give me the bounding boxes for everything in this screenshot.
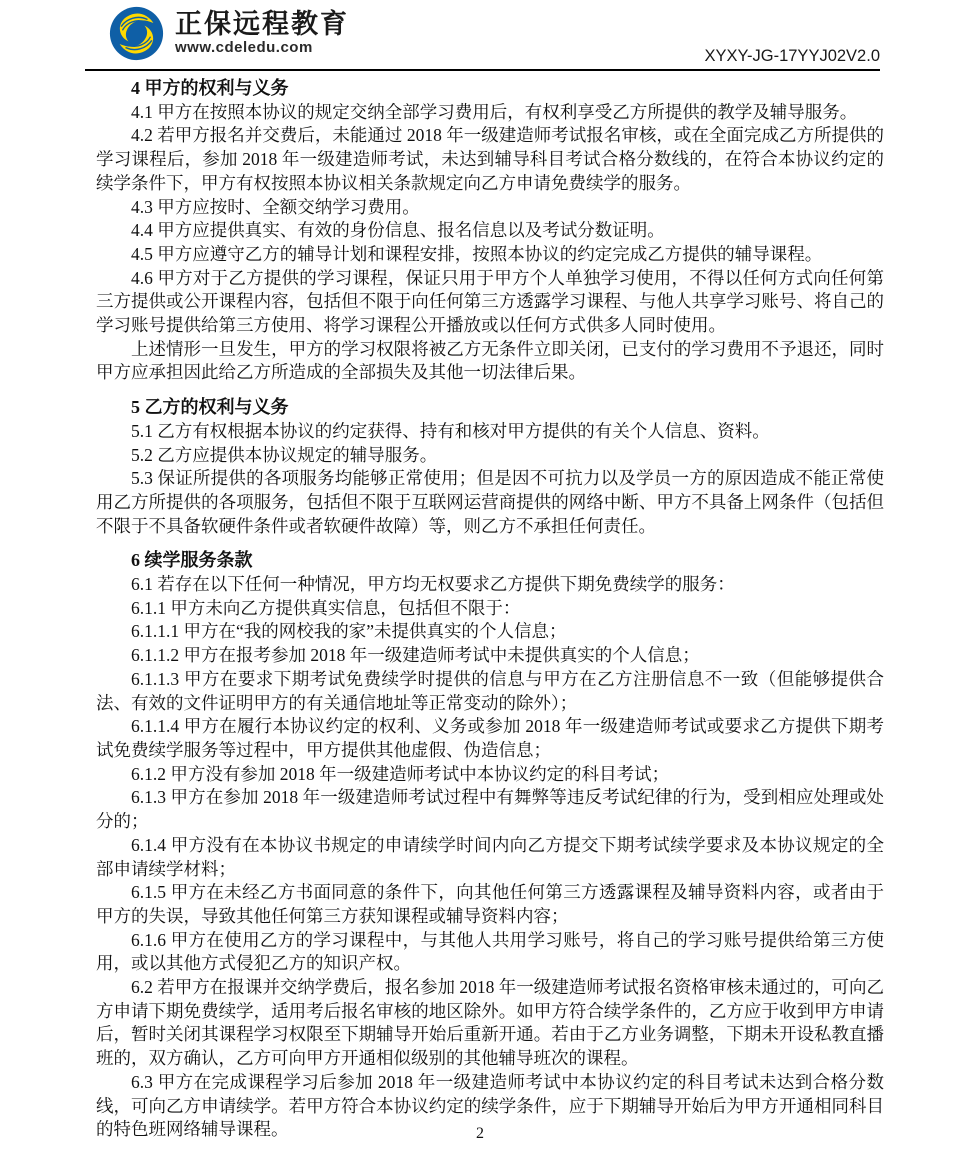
- clause-4-5: 4.5 甲方应遵守乙方的辅导计划和课程安排，按照本协议的约定完成乙方提供的辅导课程。: [131, 243, 823, 264]
- clause-6-1-3: 6.1.3 甲方在参加 2018 年一级建造师考试过程中有舞弊等违反考试纪律的行为，受到相应处理或处分的；: [96, 787, 884, 832]
- page-header: [0, 0, 960, 71]
- clause-6-1-1: 6.1.1 甲方未向乙方提供真实信息，包括但不限于：: [131, 597, 521, 618]
- clause-4-4: 4.4 甲方应提供真实、有效的身份信息、报名信息以及考试分数证明。: [131, 220, 665, 241]
- logo: [109, 6, 349, 61]
- clause-6-1-4: 6.1.4 甲方没有在本协议书规定的申请续学时间内向乙方提交下期考试续学要求及本协议规定的全部申请续学材料；: [96, 834, 884, 879]
- section-4-heading: 4 甲方的权利与义务: [131, 78, 289, 98]
- clause-4-6-note: 上述情形一旦发生，甲方的学习权限将被乙方无条件立即关闭，已支付的学习费用不予退还，同时甲方应承担因此给乙方所造成的全部损失及其他一切法律后果。: [96, 338, 884, 383]
- page-footer: [0, 1125, 960, 1143]
- clause-5-1: 5.1 乙方有权根据本协议的约定获得、持有和核对甲方提供的有关个人信息、资料。: [131, 420, 770, 441]
- clause-4-3: 4.3 甲方应按时、全额交纳学习费用。: [131, 196, 420, 217]
- page-number: 2: [476, 1125, 484, 1142]
- clause-6-2: 6.2 若甲方在报课并交纳学费后，报名参加 2018 年一级建造师考试报名资格审核未通过的，可向乙方申请下期免费续学，适用考后报名审核的地区除外。如甲方符合续学条件的，乙方应于收到甲方申请后，暂时关闭其课程学习权限至下期辅导开始后重新开通。若由于乙方业务调整，下期未开设私教直播班的，双方确认，乙方可向甲方开通相似级别的其他辅导班次的课程。: [96, 977, 884, 1069]
- header-divider: [85, 69, 880, 71]
- clause-6-1-6: 6.1.6 甲方在使用乙方的学习课程中，与其他人共用学习账号，将自己的学习账号提供给第三方使用，或以其他方式侵犯乙方的知识产权。: [96, 929, 884, 974]
- logo-url: www.cdeledu.com: [175, 39, 313, 57]
- clause-6-3: 6.3 甲方在完成课程学习后参加 2018 年一级建造师考试中本协议约定的科目考试未达到合格分数线，可向乙方申请续学。若甲方符合本协议约定的续学条件，应于下期辅导开始后为甲方开通相同科目的特色班网络辅导课程。: [96, 1071, 884, 1140]
- clause-6-1-2: 6.1.2 甲方没有参加 2018 年一级建造师考试中本协议约定的科目考试；: [131, 763, 670, 784]
- clause-6-1-1-1: 6.1.1.1 甲方在“我的网校我的家”未提供真实的个人信息；: [131, 621, 567, 642]
- logo-title: 正保远程教育: [175, 8, 349, 39]
- contract-body: [96, 77, 884, 1142]
- section-6-heading: 6 续学服务条款: [131, 550, 253, 571]
- clause-6-1-1-2: 6.1.1.2 甲方在报考参加 2018 年一级建造师考试中未提供真实的个人信息；: [131, 645, 700, 666]
- clause-4-1: 4.1 甲方在按照本协议的规定交纳全部学习费用后，有权利享受乙方所提供的教学及辅导服务。: [131, 101, 858, 122]
- document-code: XYXY-JG-17YYJ02V2.0: [704, 47, 880, 65]
- clause-6-1-5: 6.1.5 甲方在未经乙方书面同意的条件下，向其他任何第三方透露课程及辅导资料内容，或者由于甲方的失误，导致其他任何第三方获知课程或辅导资料内容；: [96, 882, 884, 926]
- cdel-swirl-logo-icon: [109, 6, 164, 61]
- section-5-heading: 5 乙方的权利与义务: [131, 397, 289, 418]
- clause-5-3: 5.3 保证所提供的各项服务均能够正常使用；但是因不可抗力以及学员一方的原因造成不能正常使用乙方所提供的各项服务，包括但不限于互联网运营商提供的网络中断、甲方不具备上网条件（包括但不限于不具备软硬件条件或者软硬件故障）等，则乙方不承担任何责任。: [96, 468, 884, 536]
- clause-6-1-1-4: 6.1.1.4 甲方在履行本协议约定的权利、义务或参加 2018 年一级建造师考试或要求乙方提供下期考试免费续学服务等过程中，甲方提供其他虚假、伪造信息；: [96, 716, 884, 760]
- clause-5-2: 5.2 乙方应提供本协议规定的辅导服务。: [131, 444, 438, 465]
- clause-6-1: 6.1 若存在以下任何一种情况，甲方均无权要求乙方提供下期免费续学的服务：: [131, 574, 735, 595]
- clause-4-6: 4.6 甲方对于乙方提供的学习课程，保证只用于甲方个人单独学习使用，不得以任何方式向任何第三方提供或公开课程内容，包括但不限于向任何第三方透露学习课程、与他人共享学习账号、将自己的学习账号提供给第三方使用、将学习课程公开播放或以任何方式供多人同时使用。: [96, 267, 884, 336]
- clause-6-1-1-3: 6.1.1.3 甲方在要求下期考试免费续学时提供的信息与甲方在乙方注册信息不一致（但能够提供合法、有效的文件证明甲方的有关通信地址等正常变动的除外）；: [96, 668, 884, 713]
- logo-text: [175, 10, 349, 58]
- clause-4-2: 4.2 若甲方报名并交费后，未能通过 2018 年一级建造师考试报名审核，或在全面完成乙方所提供的学习课程后，参加 2018 年一级建造师考试，未达到辅导科目考试合格分数线的，在符合本协议约定的续学条件下，甲方有权按照本协议相关条款规定向乙方申请免费续学的服务。: [96, 125, 884, 193]
